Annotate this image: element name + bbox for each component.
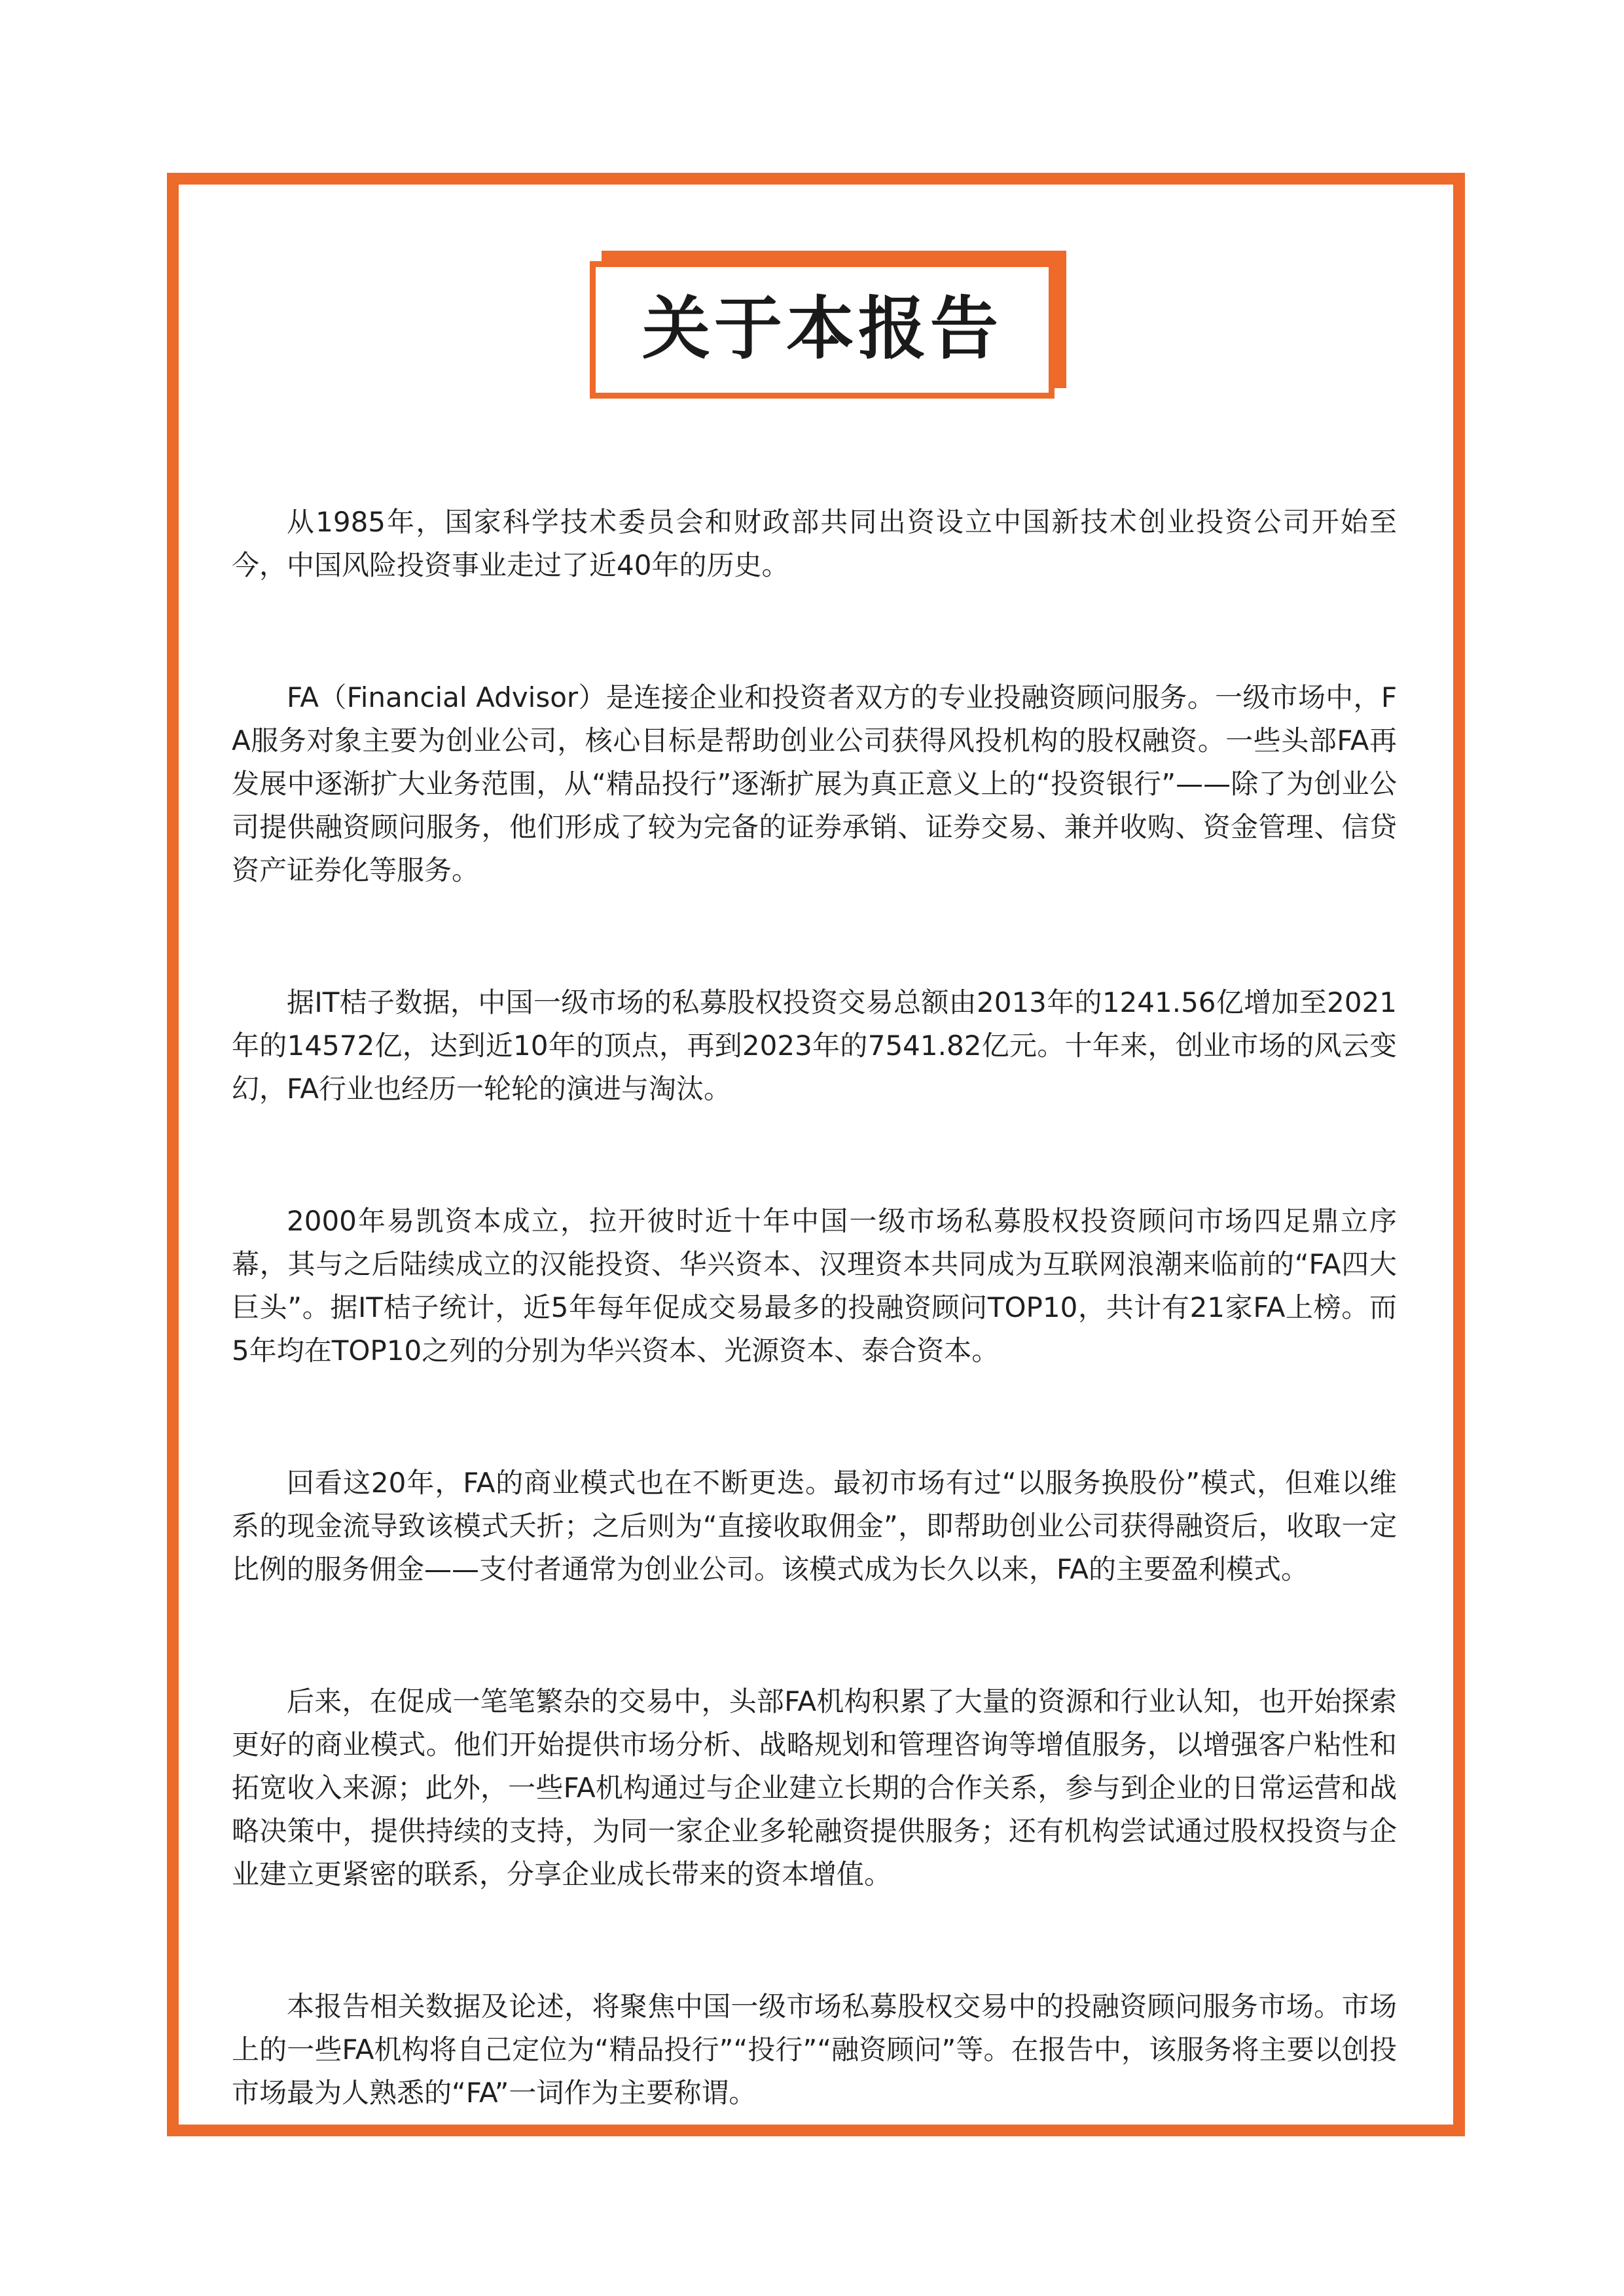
- page-title: 关于本报告: [641, 289, 1002, 368]
- paragraph-1: 从1985年，国家科学技术委员会和财政部共同出资设立中国新技术创业投资公司开始至今，中国风险投资事业走过了近40年的历史。: [232, 506, 1397, 581]
- title-block: [590, 251, 1066, 399]
- paragraph-4: 2000年易凯资本成立，拉开彼时近十年中国一级市场私募股权投资顾问市场四足鼎立序幕，其与之后陆续成立的汉能投资、华兴资本、汉理资本共同成为互联网浪潮来临前的“FA四大巨头”。据IT桔子统计，近5年每年促成交易最多的投融资顾问TOP10，共计有21家FA上榜。而5年均在TOP10之列的分别为华兴资本、光源资本、泰合资本。: [232, 1205, 1397, 1367]
- paragraph-3: 据IT桔子数据，中国一级市场的私募股权投资交易总额由2013年的1241.56亿增加至2021年的14572亿，达到近10年的顶点，再到2023年的7541.82亿元。十年来，创业市场的风云变幻，FA行业也经历一轮轮的演进与淘汰。: [232, 986, 1397, 1105]
- paragraph-2: FA（Financial Advisor）是连接企业和投资者双方的专业投融资顾问服务。一级市场中，FA服务对象主要为创业公司，核心目标是帮助创业公司获得风投机构的股权融资。一些头部FA再发展中逐渐扩大业务范围，从“精品投行”逐渐扩展为真正意义上的“投资银行”——除了为创业公司提供融资顾问服务，他们形成了较为完备的证券承销、证券交易、兼并收购、资金管理、信贷资产证券化等服务。: [232, 681, 1397, 886]
- paragraph-5: 回看这20年，FA的商业模式也在不断更迭。最初市场有过“以服务换股份”模式，但难以维系的现金流导致该模式夭折；之后则为“直接收取佣金”，即帮助创业公司获得融资后，收取一定比例的服务佣金——支付者通常为创业公司。该模式成为长久以来，FA的主要盈利模式。: [232, 1467, 1397, 1585]
- report-body: [232, 501, 1397, 2115]
- paragraph-6: 后来，在促成一笔笔繁杂的交易中，头部FA机构积累了大量的资源和行业认知，也开始探索更好的商业模式。他们开始提供市场分析、战略规划和管理咨询等增值服务，以增强客户粘性和拓宽收入来源；此外，一些FA机构通过与企业建立长期的合作关系，参与到企业的日常运营和战略决策中，提供持续的支持，为同一家企业多轮融资提供服务；还有机构尝试通过股权投资与企业建立更紧密的联系，分享企业成长带来的资本增值。: [232, 1685, 1397, 1890]
- paragraph-7: 本报告相关数据及论述，将聚焦中国一级市场私募股权交易中的投融资顾问服务市场。市场上的一些FA机构将自己定位为“精品投行”“投行”“融资顾问”等。在报告中，该服务将主要以创投市场最为人熟悉的“FA”一词作为主要称谓。: [232, 1990, 1397, 2109]
- title-box: [590, 261, 1055, 399]
